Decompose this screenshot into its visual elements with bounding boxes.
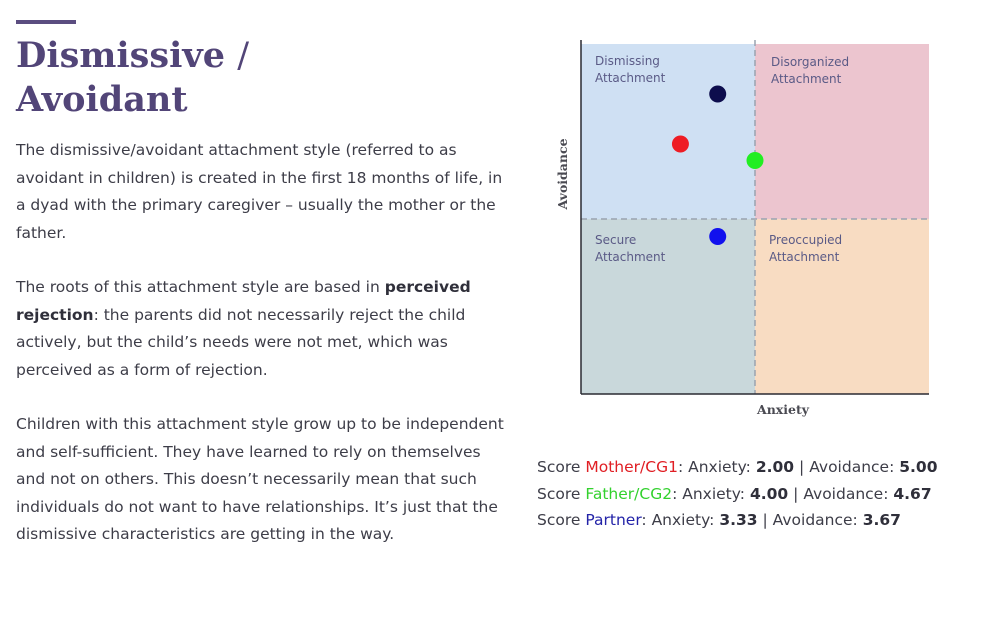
score-summary <box>537 454 987 534</box>
quadrant-label-disorganized: Disorganized <box>771 55 850 69</box>
accent-bar <box>16 20 76 24</box>
x-axis-label: Anxiety <box>757 402 809 417</box>
data-point-4 <box>709 86 726 103</box>
anxiety-label: Anxiety: <box>651 511 715 529</box>
description <box>16 137 506 576</box>
score-row-partner: Score Partner: Anxiety: 3.33 | Avoidance: 3.67 <box>537 511 901 529</box>
quadrant-label-secure: Secure <box>595 233 637 247</box>
score-word: Score <box>537 458 581 476</box>
avoidance-label: Avoidance: <box>772 511 858 529</box>
separator: | <box>793 484 799 503</box>
score-name: Partner <box>585 511 642 529</box>
anxiety-value: 3.33 <box>719 511 758 529</box>
data-point-1 <box>672 136 689 153</box>
avoidance-label: Avoidance: <box>803 484 889 503</box>
avoidance-value: 3.67 <box>862 511 901 529</box>
anxiety-label: Anxiety: <box>688 458 751 476</box>
score-row-mother: Score Mother/CG1: Anxiety: 2.00 | Avoidance: 5.00 <box>537 458 938 476</box>
paragraph-2-end: : the parents did not necessarily reject the child actively, but the child’s needs were not met, which was perceived as a form of rejection. <box>16 305 466 379</box>
quadrant-label-disorganized-2: Attachment <box>771 72 842 86</box>
avoidance-label: Avoidance: <box>809 458 895 476</box>
score-word: Score <box>537 511 581 529</box>
quadrant-label-preoccupied: Preoccupied <box>769 233 843 247</box>
title-line-2: Avoidant <box>16 79 188 120</box>
anxiety-value: 4.00 <box>749 484 789 503</box>
paragraph-3: Children with this attachment style grow up to be independent and self-sufficient. They have learned to rely on themselves and not on others. This doesn’t necessarily mean that such individuals do not want to have relationships. It’s just that the dismissive characteristics are getting in the way. <box>16 415 504 543</box>
score-name: Father/CG2 <box>585 484 673 503</box>
title-slash: / <box>237 36 249 76</box>
data-point-2 <box>747 152 764 169</box>
paragraph-2-start: The roots of this attachment style are based in <box>16 278 385 296</box>
quadrant-label-secure-2: Attachment <box>595 250 666 264</box>
anxiety-value: 2.00 <box>755 458 795 476</box>
paragraph-2 <box>16 274 506 384</box>
y-axis-label: Avoidance <box>555 138 570 210</box>
paragraph-2-bold: perceived rejection <box>16 278 471 324</box>
separator: | <box>799 458 805 476</box>
quadrant-label-dismissing-2: Attachment <box>595 71 666 85</box>
score-row-father: Score Father/CG2: Anxiety: 4.00 | Avoidance: 4.67 <box>537 484 932 503</box>
attachment-chart <box>553 36 943 421</box>
quadrant-label-dismissing: Dismissing <box>595 54 660 68</box>
score-name: Mother/CG1 <box>585 458 678 476</box>
data-point-3 <box>709 228 726 245</box>
page-title <box>16 34 336 121</box>
chart-svg <box>553 36 943 421</box>
quadrant-disorganized <box>755 44 929 219</box>
anxiety-label: Anxiety: <box>682 484 746 503</box>
score-word: Score <box>537 484 581 503</box>
quadrant-label-preoccupied-2: Attachment <box>769 250 840 264</box>
paragraph-1: The dismissive/avoidant attachment style (referred to as avoidant in children) is created in the first 18 months of life, in a dyad with the primary caregiver – usually the mother or the father. <box>16 141 503 242</box>
avoidance-value: 4.67 <box>893 484 932 503</box>
avoidance-value: 5.00 <box>899 458 938 476</box>
separator: | <box>762 511 768 529</box>
title-line-1: Dismissive <box>16 35 225 76</box>
